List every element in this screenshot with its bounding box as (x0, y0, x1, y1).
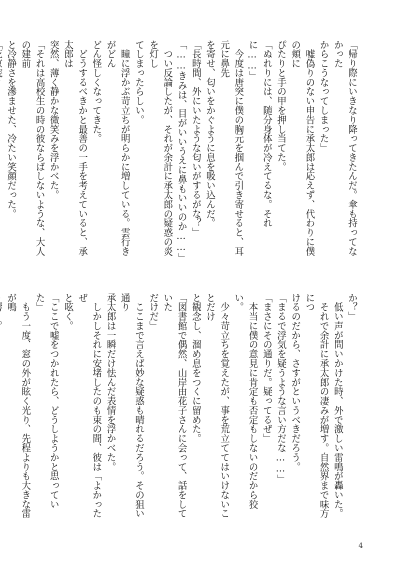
text-line: しかしそれに安堵したのも束の間、彼は「よかったぜ (76, 293, 102, 519)
text-line: 今度は唐突に僕の胸元を掴んで引き寄せると、耳元に鼻先 (218, 40, 244, 256)
text-line: それで余計に承太郎の凄みが増す。自然界まで味方につ (303, 293, 329, 519)
text-line: つい反論したが、それが余計に承太郎の疑惑の炎を灯し (147, 40, 173, 256)
text-line: と冷静さを滲ませた、冷たい笑顔だった。 (5, 40, 17, 219)
text-line: 「図書館で偶然、山岸由花子さんに会って、話をしていた (161, 293, 187, 519)
text-line: と観念し、溜め息をつくに留めた。 (189, 293, 201, 444)
text-line: と呟く。 (61, 293, 73, 331)
text-line: けるのだから、さすがというべきだろう。 (289, 293, 301, 472)
text-line: ここまで言えば妙な疑惑も晴れるだろう。その狙い通り (118, 293, 144, 519)
text-line: 嘘偽りのない申告に承太郎は応えず、代わりに僕の頬に (289, 40, 315, 256)
text-line: からこうなってしまった」 (317, 40, 329, 153)
lower-text-column (5, 293, 358, 523)
text-line: どうするべきかと最善の一手を考えていると、承太郎は (61, 40, 88, 256)
text-line: 「長時間、外にいたような匂いがするがな？」 (189, 40, 201, 238)
text-line: 瞳に浮かぶ苛立ちが明らかに増している。雲行きがどん (104, 40, 130, 256)
text-line: 「それは高校生の時の彼ならばしないような、大人の建前 (19, 40, 45, 256)
text-line: 「……きみは、目がいいうえに鼻もいいのか……」 (175, 40, 187, 263)
text-line: 「まるで浮気を疑うような言い方だな……」 (274, 293, 286, 485)
text-line: 「ここで嘘をつかれたら、どうしようかと思っていた」 (33, 293, 59, 509)
text-line: もう一度、窓の外が眩く光り、先程よりも大きな雷が鳴 (5, 293, 31, 519)
text-line: 承太郎は一瞬だけ怯んだ表情を浮かべた。 (104, 293, 116, 472)
text-line: 低い声が問いかけた時、外で激しい雷鳴が轟いた。 (331, 293, 343, 519)
upper-text-column (5, 40, 358, 263)
text-line: ぴたりと手の甲を押し当てた。 (274, 40, 286, 172)
text-line: 少々苛立ちを覚えたが、事を荒立ててはいけないことだけ (203, 293, 230, 519)
text-line (0, 293, 3, 523)
text-line: 突然、薄く静かな微笑みを浮かべた。 (47, 40, 59, 200)
text-line: 本当に僕の意見に肯定も否定もしないのだから狡い。 (232, 293, 258, 509)
text-line: だけだ」 (147, 293, 159, 331)
text-line: 「まさにその通りだ。疑ってるぜ」 (260, 293, 272, 444)
text-line: どん怪しくなってきた。 (90, 40, 102, 144)
text-line: てしまったらしい。 (132, 40, 144, 125)
page-number: 4 (358, 542, 363, 550)
text-line: 「ぬれりには、随分身体が冷えてるな。それに……」 (246, 40, 272, 228)
text-line: か？」 (346, 293, 357, 322)
text-line: 「帰り際にいきなり降ってきたんだ。傘も持ってなかった (331, 40, 357, 256)
text-line: を寄せ、匂いをかぐように息を吸い込んだ。 (203, 40, 215, 228)
